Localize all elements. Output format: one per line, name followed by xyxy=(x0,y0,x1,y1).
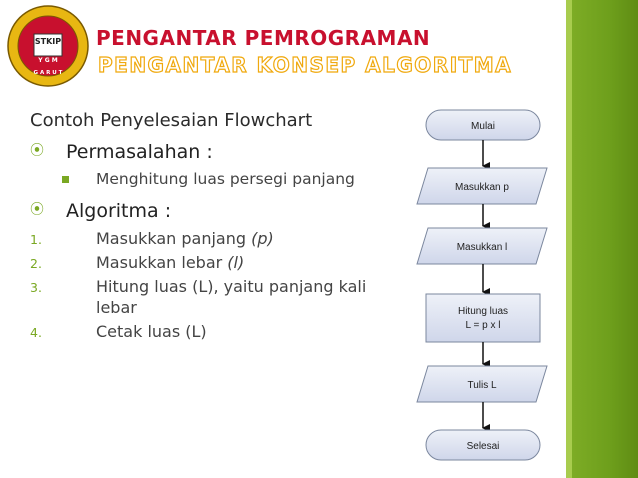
step-item xyxy=(30,276,400,318)
step-item xyxy=(30,321,400,342)
step-variable: (l) xyxy=(227,253,245,272)
problem-label: Permasalahan : xyxy=(66,141,213,163)
algorithm-item xyxy=(30,200,400,222)
problem-text: Menghitung luas persegi panjang xyxy=(96,170,355,188)
step-item xyxy=(30,228,400,249)
page-title: PENGANTAR PEMROGRAMAN xyxy=(96,26,431,50)
step-item xyxy=(30,252,400,273)
page-subtitle: PENGANTAR KONSEP ALGORITMA xyxy=(98,53,513,77)
logo-top-text: STKIP xyxy=(34,37,62,46)
input-p-label: Masukkan p xyxy=(455,182,509,193)
flowchart xyxy=(414,108,554,468)
output-label: Tulis L xyxy=(467,380,497,391)
step-number: 2. xyxy=(30,256,42,271)
stkip-logo xyxy=(6,4,90,88)
circled-dot-bullet-icon: ⦿ xyxy=(30,202,44,218)
start-label: Mulai xyxy=(471,121,495,132)
process-label-line1: Hitung luas xyxy=(457,306,509,317)
step-number: 3. xyxy=(30,280,42,295)
algorithm-steps xyxy=(30,228,400,342)
square-bullet-icon xyxy=(62,176,69,183)
logo-bottom-text: G A R U T xyxy=(33,70,63,76)
input-l-label: Masukkan l xyxy=(456,242,508,253)
content-heading: Contoh Penyelesaian Flowchart xyxy=(30,110,313,131)
step-number: 4. xyxy=(30,325,42,340)
step-text: Cetak luas (L) xyxy=(96,322,207,341)
end-label: Selesai xyxy=(466,441,500,452)
circled-dot-bullet-icon: ⦿ xyxy=(30,143,44,159)
slide-content xyxy=(30,110,400,345)
logo-inner-text: Y G M xyxy=(38,57,58,64)
step-number: 1. xyxy=(30,232,42,247)
process-label-line2: L = p x l xyxy=(465,320,501,331)
decorative-sidebar xyxy=(566,0,638,478)
step-variable: (p) xyxy=(251,229,274,248)
step-text: Hitung luas (L), yaitu panjang kali lebar xyxy=(96,277,367,317)
sidebar-stripe xyxy=(566,0,572,478)
step-text: Masukkan lebar xyxy=(96,253,228,272)
problem-item xyxy=(30,141,400,163)
step-text: Masukkan panjang xyxy=(96,229,252,248)
problem-sub-item xyxy=(30,169,400,190)
algorithm-label: Algoritma : xyxy=(66,200,172,222)
process-shape xyxy=(426,294,540,342)
